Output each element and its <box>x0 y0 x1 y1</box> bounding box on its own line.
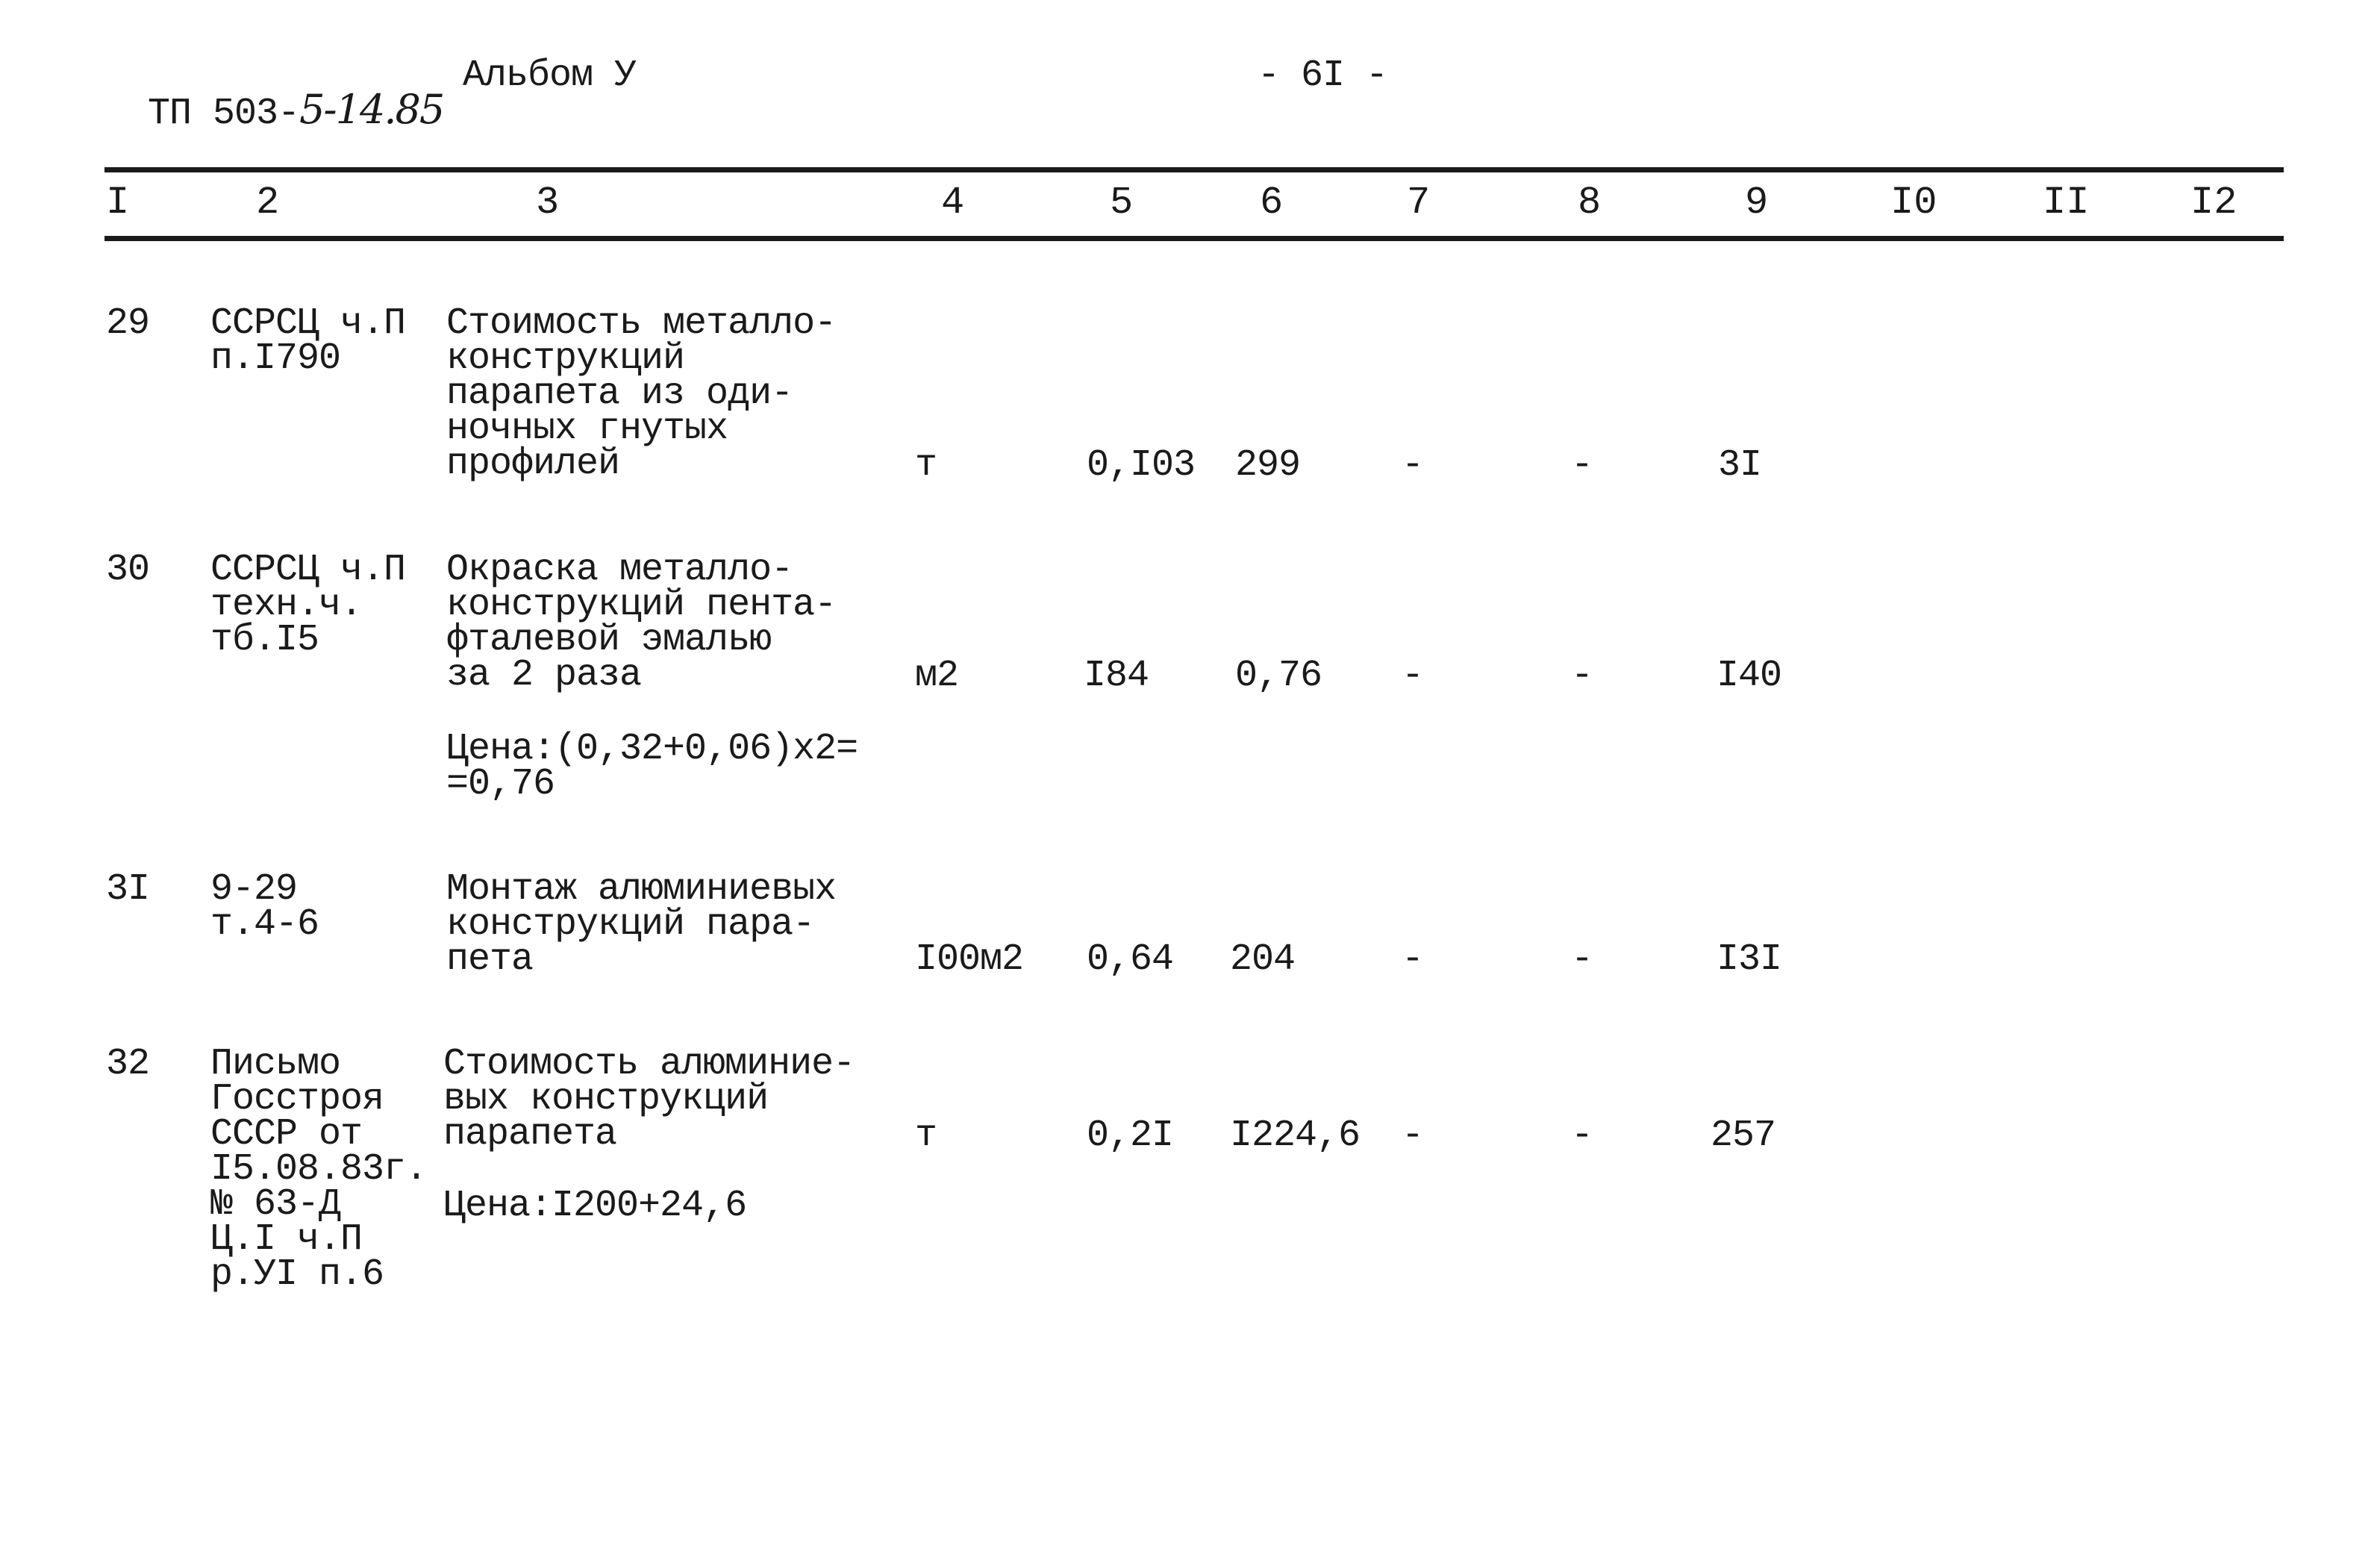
row-price-note: Цена:I200+24,6 <box>443 1185 747 1227</box>
row-unit-price: I224,6 <box>1230 1115 1361 1157</box>
row-quantity: 0,2I <box>1087 1115 1174 1157</box>
row-unit: м2 <box>915 655 959 697</box>
row-col8: - <box>1571 655 1593 697</box>
row-description: Монтаж алюминиевых конструкций пара- пета <box>446 868 837 981</box>
row-reference: Письмо Госстроя СССР от I5.08.83г. № 63-Д Ц.I ч.П р.УI п.6 <box>210 1043 428 1296</box>
row-col8: - <box>1571 1115 1593 1157</box>
column-number: I2 <box>2190 181 2237 225</box>
row-description: Окраска металло- конструкций пента- фталевой эмалью за 2 раза <box>446 549 837 696</box>
row-total: 257 <box>1711 1115 1776 1157</box>
row-quantity: I84 <box>1084 655 1149 697</box>
column-number: 5 <box>1110 181 1134 225</box>
row-total: I3I <box>1717 938 1782 981</box>
row-number: 3I <box>106 868 150 911</box>
row-col7: - <box>1402 444 1424 487</box>
column-number: 3 <box>536 181 560 225</box>
row-col8: - <box>1571 444 1593 487</box>
column-number: I0 <box>1890 181 1937 225</box>
row-unit: I00м2 <box>915 938 1024 981</box>
column-number: 8 <box>1578 181 1602 225</box>
row-number: 30 <box>106 549 150 591</box>
row-unit: т <box>915 1115 937 1157</box>
row-unit-price: 299 <box>1235 444 1301 487</box>
album-label: Альбом У <box>463 54 637 97</box>
row-number: 29 <box>106 302 150 345</box>
row-unit-price: 0,76 <box>1235 655 1322 697</box>
row-quantity: 0,I03 <box>1087 444 1196 487</box>
document-code-prefix: ТП 503- <box>148 93 300 135</box>
column-number: 7 <box>1407 181 1431 225</box>
row-unit-price: 204 <box>1230 938 1296 981</box>
row-price-note: Цена:(0,32+0,06)х2= =0,76 <box>446 728 858 805</box>
column-number: 9 <box>1745 181 1769 225</box>
row-col7: - <box>1402 938 1424 981</box>
row-reference: ССРСЦ ч.П п.I790 <box>210 302 406 380</box>
row-reference: 9-29 т.4-6 <box>210 868 319 946</box>
page-number: - 6I - <box>1258 54 1388 97</box>
row-description: Стоимость алюминие- вых конструкций парапета <box>443 1043 855 1156</box>
column-number: II <box>2043 181 2090 225</box>
document-code <box>104 57 444 135</box>
table-top-rule <box>104 167 2284 172</box>
column-number: I <box>106 181 130 225</box>
row-unit: т <box>915 444 937 487</box>
row-description: Стоимость металло- конструкций парапета из оди- ночных гнутых профилей <box>446 302 837 485</box>
row-col7: - <box>1402 655 1424 697</box>
row-quantity: 0,64 <box>1087 938 1174 981</box>
document-code-handwritten: 5-14.85 <box>299 86 444 133</box>
row-total: 3I <box>1718 444 1762 487</box>
table-header-bottom-rule <box>104 236 2284 241</box>
row-col7: - <box>1402 1115 1424 1157</box>
row-number: 32 <box>106 1043 150 1085</box>
column-number: 2 <box>256 181 280 225</box>
row-reference: ССРСЦ ч.П техн.ч. тб.I5 <box>210 549 406 661</box>
row-col8: - <box>1571 938 1593 981</box>
column-number: 4 <box>941 181 965 225</box>
row-total: I40 <box>1717 655 1782 697</box>
column-number: 6 <box>1260 181 1284 225</box>
